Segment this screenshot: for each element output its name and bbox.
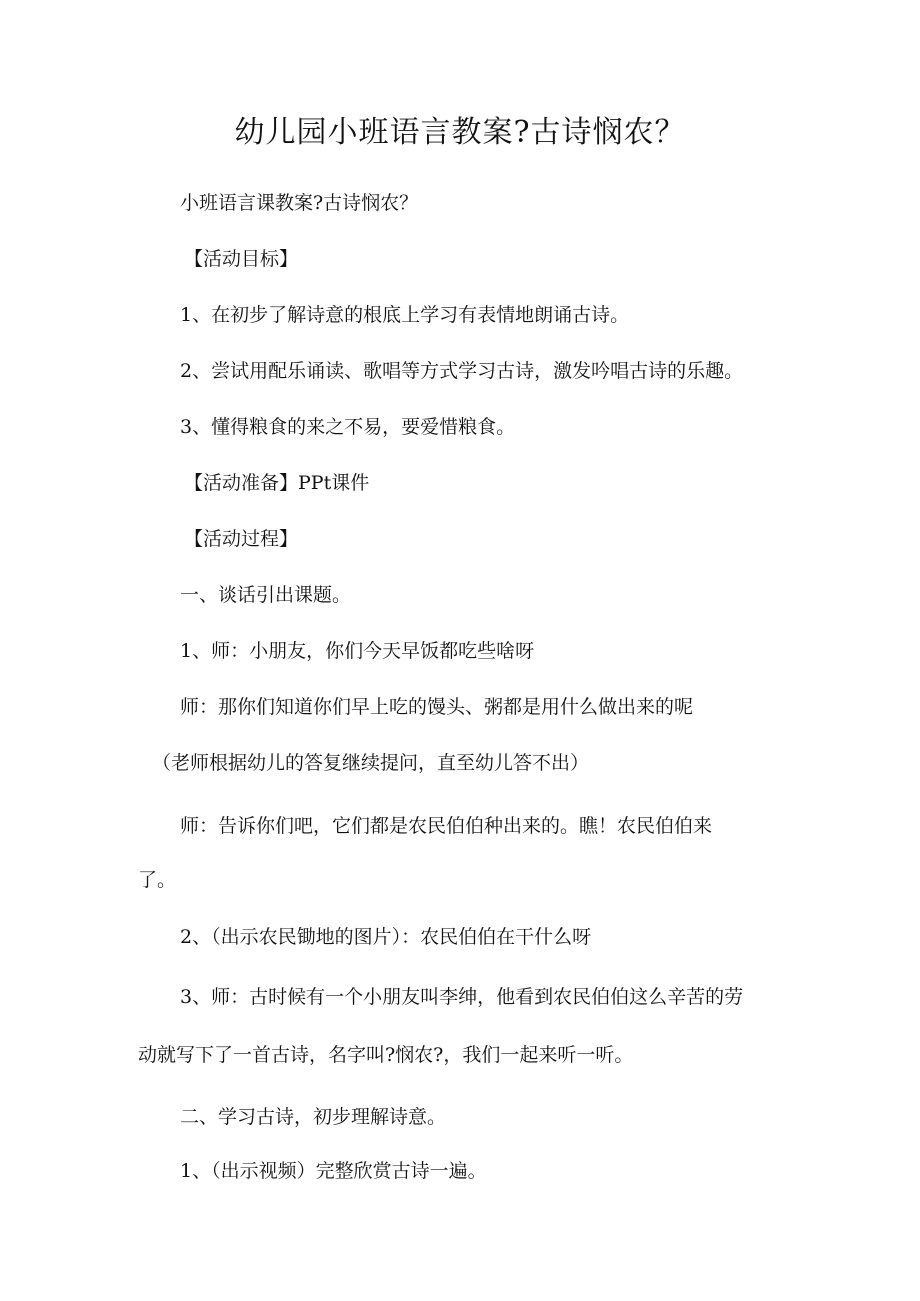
- goal-item-3: 3、懂得粮食的来之不易，要爱惜粮食。: [180, 416, 516, 438]
- paragraph-line: （老师根据幼儿的答复继续提问，直至幼儿答不出）: [152, 752, 590, 774]
- goal-item-2: 2、尝试用配乐诵读、歌唱等方式学习古诗，激发吟唱古诗的乐趣。: [180, 360, 744, 382]
- paragraph-line: 2、（出示农民锄地的图片）：农民伯伯在干什么呀: [180, 926, 592, 948]
- subtitle-line: 小班语言课教案?古诗悯农？: [180, 192, 419, 214]
- paragraph-line: 1、师：小朋友，你们今天早饭都吃些啥呀: [180, 640, 535, 662]
- section-heading-preparation: 【活动准备】PPt课件: [184, 472, 370, 494]
- document-title: 幼儿园小班语言教案?古诗悯农？: [234, 115, 686, 150]
- paragraph-line: 师：告诉你们吧，它们都是农民伯伯种出来的。瞧！农民伯伯来: [180, 815, 713, 837]
- paragraph-line: 3、师：古时候有一个小朋友叫李绅，他看到农民伯伯这么辛苦的劳: [180, 986, 744, 1008]
- process-step-1-heading: 一、谈话引出课题。: [180, 584, 352, 606]
- section-heading-goals: 【活动目标】: [184, 248, 299, 270]
- section-heading-process: 【活动过程】: [184, 528, 299, 550]
- paragraph-line: 师：那你们知道你们早上吃的馒头、粥都是用什么做出来的呢: [180, 696, 694, 718]
- paragraph-line: 了。: [138, 869, 177, 891]
- process-step-2-heading: 二、学习古诗，初步理解诗意。: [180, 1106, 447, 1128]
- paragraph-line: 1、（出示视频）完整欣赏古诗一遍。: [180, 1160, 487, 1182]
- goal-item-1: 1、在初步了解诗意的根底上学习有表情地朗诵古诗。: [180, 304, 630, 326]
- paragraph-line: 动就写下了一首古诗，名字叫?悯农?，我们一起来听一听。: [138, 1044, 634, 1066]
